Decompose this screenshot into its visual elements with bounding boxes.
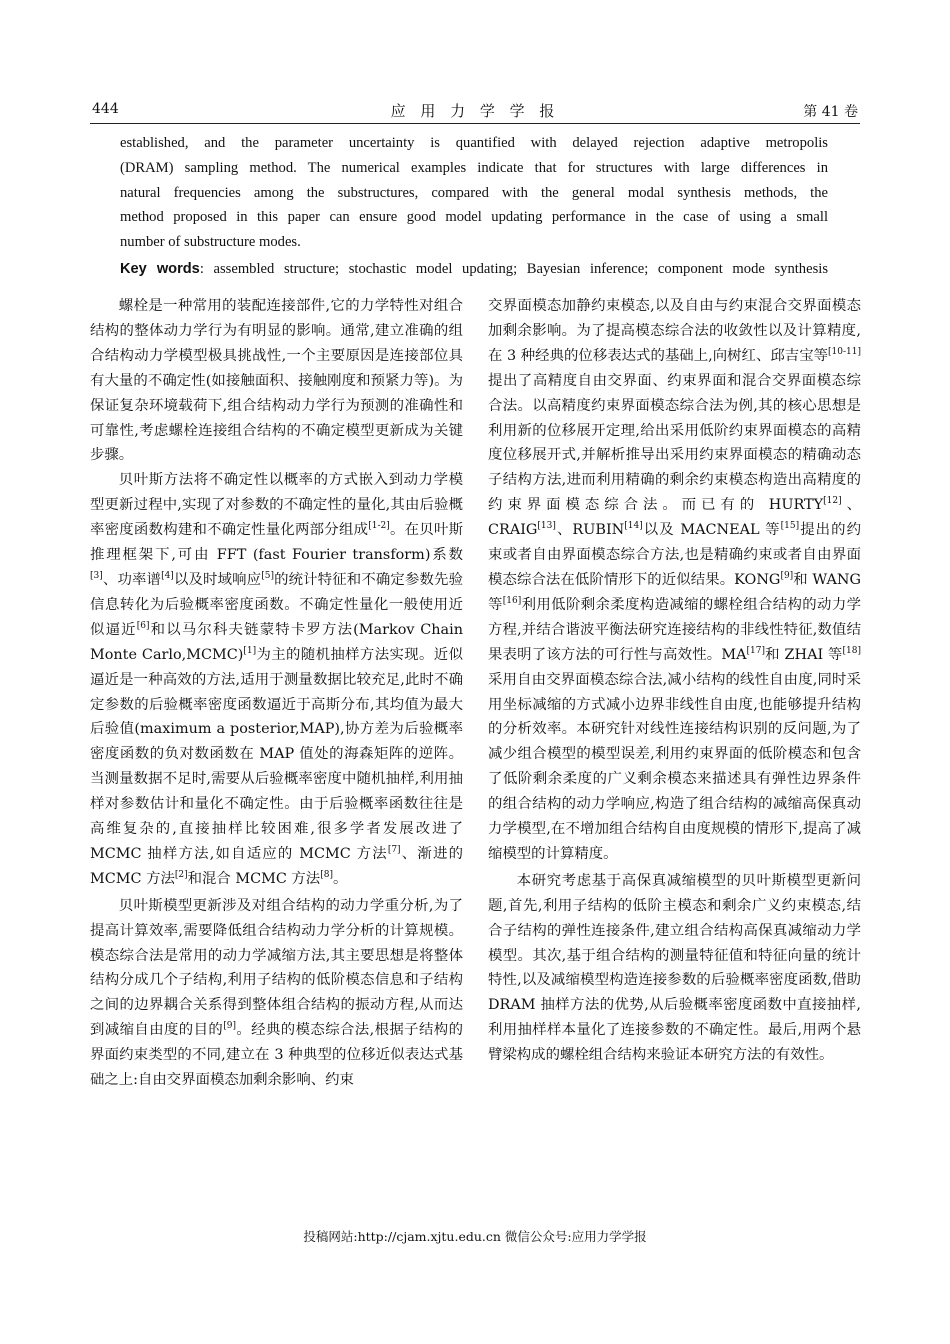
citation: [14] — [624, 521, 643, 532]
volume-label: 第 41 卷 — [803, 104, 858, 120]
citation: [1-2] — [368, 521, 390, 532]
paragraph: 交界面模态加静约束模态,以及自由与约束混合交界面模态加剩余影响。为了提高模态综合法的收敛性以及计算精度,在 3 种经典的位移表达式的基础上,向树红、邱吉宝等[10-11]提出了高精度自由交界面、约束界面和混合交界面模态综合法。以高精度约束界面模态综合法为例,其的核心思想是利用新的位移展开定理,给出采用低阶约束界面模态的高精度位移展开式,并解析推导出采用约束界面模态的精确动态子结构方法,进而利用精确的剩余约束模态构造出高精度的约束界面模态综合法。而已有的 HURTY[12]、CRAIG[13]、RUBIN[14]以及 MACNEAL 等[15]提出的约束或者自由界面模态综合方法,也是精确约束或者自由界面模态综合法在低阶情形下的近似结果。KONG[9]和 WANG 等[16]利用低阶剩余柔度构造减缩的螺栓组合结构的动力学方程,并结合谐波平衡法研究连接结构的非线性特征,数值结果表明了该方法的可行性与高效性。MA[17]和 ZHAI 等[18]采用自由交界面模态综合法,减小结构的线性自由度,同时采用坐标减缩的方式减小边界非线性自由度,也能够提升结构的分析效率。本研究针对线性连接结构识别的反问题,为了减少组合模型的模型误差,利用约束界面的低阶模态和包含了低阶剩余柔度的广义剩余模态来描述具有弹性边界条件的组合结构的动力学响应,构造了组合结构的减缩高保真动力学模型,在不增加组合结构自由度规模的情形下,提高了减缩模型的计算精度。 — [488, 298, 861, 862]
page-header — [90, 97, 860, 124]
paragraph: 贝叶斯模型更新涉及对组合结构的动力学重分析,为了提高计算效率,需要降低组合结构动力学分析的计算规模。模态综合法是常用的动力学减缩方法,其主要思想是将整体结构分成几个子结构,利用子结构的低阶模态信息和子结构之间的边界耦合关系得到整体组合结构的振动方程,从而达到减缩自由度的目的[9]。经典的模态综合法,根据子结构的界面约束类型的不同,建立在 3 种典型的位移近似表达式基础之上:自由交界面模态加剩余影响、约束 — [90, 897, 463, 1089]
journal-title: 应 用 力 学 学 报 — [390, 102, 560, 120]
keywords-label: Key words — [120, 261, 200, 277]
citation: [2] — [174, 869, 188, 880]
citation: [12] — [823, 496, 842, 507]
page-footer: 投稿网站:http://cjam.xjtu.edu.cn 微信公众号:应用力学学报 — [303, 1229, 647, 1244]
abstract — [120, 131, 828, 255]
citation: [3] — [90, 570, 103, 581]
abstract-line: natural frequencies among the substructures, compared with the general modal synthesis methods, the — [120, 184, 828, 201]
paragraph: 贝叶斯方法将不确定性以概率的方式嵌入到动力学模型更新过程中,实现了对参数的不确定性的量化,其由后验概率密度函数构建和不确定性量化两部分组成[1-2]。在贝叶斯推理框架下,可由 FFT (fast Fourier transform)系数[3]、功率谱[4]以及时域响应[5]的统计特征和不确定参数先验信息转化为后验概率密度函数。不确定性量化一般使用近似逼近[6]和以马尔科夫链蒙特卡罗方法(Markov Chain Monte Carlo,MCMC)[1]为主的随机抽样方法实现。近似逼近是一种高效的方法,适用于测量数据比较充足,此时不确定参数的后验概率密度函数逼近于高斯分布,其均值为最大后验值(maximum a posterior,MAP),协方差为后验概率密度函数的负对数函数在 MAP 值处的海森矩阵的逆阵。当测量数据不足时,需要从后验概率密度中随机抽样,利用抽样对参数估计和量化不确定性。由于后验概率函数往往是高维复杂的,直接抽样比较困难,很多学者发展改进了 MCMC 抽样方法,如自适应的 MCMC 方法[7]、渐进的 MCMC 方法[2]和混合 MCMC 方法[8]。 — [90, 472, 463, 887]
citation: [15] — [780, 521, 800, 532]
page-number: 444 — [92, 101, 119, 117]
citation: [7] — [387, 844, 401, 855]
keywords — [120, 257, 828, 281]
paragraph: 本研究考虑基于高保真减缩模型的贝叶斯模型更新问题,首先,利用子结构的低阶主模态和剩余广义约束模态,结合子结构的弹性连接条件,建立组合结构高保真减缩动力学模型。其次,基于组合结构的测量特征值和特征向量的统计特性,以及减缩模型构造连接参数的后验概率密度函数,借助 DRAM 抽样方法的优势,从后验概率密度函数中直接抽样,利用抽样样本量化了连接参数的不确定性。最后,用两个悬臂梁构成的螺栓组合结构来验证本研究方法的有效性。 — [488, 872, 861, 1064]
citation: [5] — [261, 570, 274, 581]
left-column — [90, 294, 463, 1093]
citation: [13] — [537, 521, 556, 532]
abstract-line: method proposed in this paper can ensure good model updating performance in the case of using a small — [120, 209, 828, 226]
citation: [6] — [136, 620, 150, 631]
citation: [17] — [746, 645, 765, 656]
citation: [9] — [780, 570, 794, 581]
abstract-line: (DRAM) sampling method. The numerical examples indicate that for structures with large differences in — [120, 159, 828, 176]
citation: [18] — [842, 645, 861, 656]
citation: [16] — [502, 595, 522, 606]
keywords-text: : assembled structure; stochastic model updating; Bayesian inference; component mode synthesis — [199, 261, 828, 277]
citation: [8] — [320, 869, 333, 880]
citation: [9] — [223, 1021, 236, 1032]
abstract-line: established, and the parameter uncertainty is quantified with delayed rejection adaptive metropolis — [120, 135, 828, 151]
abstract-line: number of substructure modes. — [120, 234, 301, 251]
right-column — [488, 294, 861, 1068]
citation: [1] — [243, 645, 257, 656]
citation: [4] — [161, 570, 174, 581]
citation: [10-11] — [828, 346, 861, 357]
paragraph: 螺栓是一种常用的装配连接部件,它的力学特性对组合结构的整体动力学行为有明显的影响。通常,建立准确的组合结构动力学模型极具挑战性,一个主要原因是连接部位具有大量的不确定性(如接触面积、接触刚度和预紧力等)。为保证复杂环境载荷下,组合结构动力学行为预测的准确性和可靠性,考虑螺栓连接组合结构的不确定模型更新成为关键步骤。 — [90, 298, 463, 464]
